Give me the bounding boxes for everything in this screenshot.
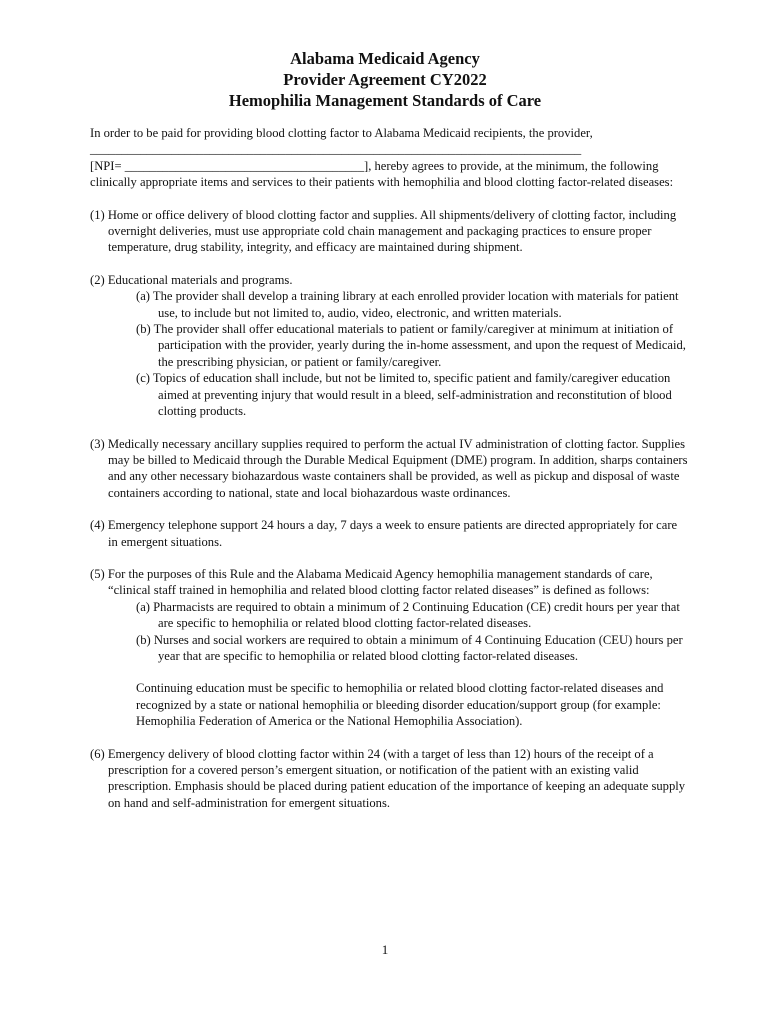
section-1-text: (1) Home or office delivery of blood clotting factor and supplies. All shipments/delivery of clotting factor, including overnight deliveries, must use appropriate cold chain management and packaging practices to ensure proper temperature, drug stability, integrity, and efficacy are maintained during shipment.: [90, 207, 677, 255]
section-3: [90, 436, 690, 502]
intro-paragraph: [90, 125, 690, 191]
section-5-item-b: (b) Nurses and social workers are required to obtain a minimum of 4 Continuing Education (CEU) hours per year that are specific to hemophilia or related blood clotting factor-related diseases.: [136, 632, 683, 663]
section-6: [90, 746, 690, 812]
section-2-item-b: (b) The provider shall offer educational materials to patient or family/caregiver at minimum at initiation of participation with the provider, yearly during the in-home assessment, and upon the request of Medicaid, the prescribing physician, or patient or family/caregiver.: [136, 322, 686, 369]
title-standards: Hemophilia Management Standards of Care: [228, 91, 542, 110]
title-agency: Alabama Medicaid Agency: [290, 49, 480, 68]
section-3-text: (3) Medically necessary ancillary supplies required to perform the actual IV administration of clotting factor. Supplies may be billed to Medicaid through the Durable Medical Equipment (DME) program. In addition, sharps containers and any other necessary biohazardous waste containers shall be provided, as well as pickup and disposal of waste containers according to national, state and local biohazardous waste ordinances.: [90, 436, 688, 500]
section-5-note: Continuing education must be specific to hemophilia or related blood clotting factor-related diseases and recognized by a state or national hemophilia or bleeding disorder education/support group (for example: Hemophilia Federation of America or the National Hemophilia Association).: [136, 681, 664, 729]
section-5-item-a: (a) Pharmacists are required to obtain a minimum of 2 Continuing Education (CE) credit hours per year that are specific to hemophilia or related blood clotting factor-related diseases.: [136, 599, 680, 631]
section-5: [90, 566, 690, 730]
intro-npi-text: [NPI= ______________________________________], hereby agrees to provide, at the minimum, the following clinically appropriate items and services to their patients with hemophilia and blood clotting factor-related diseases:: [90, 158, 674, 190]
page-number: 1: [381, 942, 389, 957]
section-2-item-a: (a) The provider shall develop a training library at each enrolled provider location with materials for patient use, to include but not limited to, audio, video, electronic, and written materials.: [136, 289, 679, 320]
section-4-text: (4) Emergency telephone support 24 hours a day, 7 days a week to ensure patients are directed appropriately for care in emergent situations.: [90, 518, 678, 549]
provider-name-blank: ______________________________________________________________________________: [90, 142, 582, 157]
section-6-text: (6) Emergency delivery of blood clotting factor within 24 (with a target of less than 12) hours of the receipt of a prescription for a covered person’s emergent situation, or notification of the patient with an existing valid prescription. Emphasis should be placed during patient education of the importance of keeping an adequate supply on hand and self-administration for emergent situations.: [90, 746, 686, 810]
section-2: [90, 272, 690, 420]
section-4: [90, 517, 690, 550]
section-5-text: (5) For the purposes of this Rule and the Alabama Medicaid Agency hemophilia management standards of care, “clinical staff trained in hemophilia and related blood clotting factor related diseases” is defined as follows:: [90, 566, 653, 598]
section-1: [90, 207, 690, 256]
section-2-text: (2) Educational materials and programs.: [90, 272, 293, 287]
intro-line-1: In order to be paid for providing blood clotting factor to Alabama Medicaid recipients, the provider,: [90, 126, 593, 140]
title-agreement: Provider Agreement CY2022: [283, 70, 487, 89]
document-title: [0, 48, 770, 111]
document-body: [90, 125, 690, 827]
section-2-item-c: (c) Topics of education shall include, but not be limited to, specific patient and family/caregiver education aimed at preventing injury that would result in a bleed, self-administration and reconstitution of blood clotting products.: [136, 371, 672, 419]
